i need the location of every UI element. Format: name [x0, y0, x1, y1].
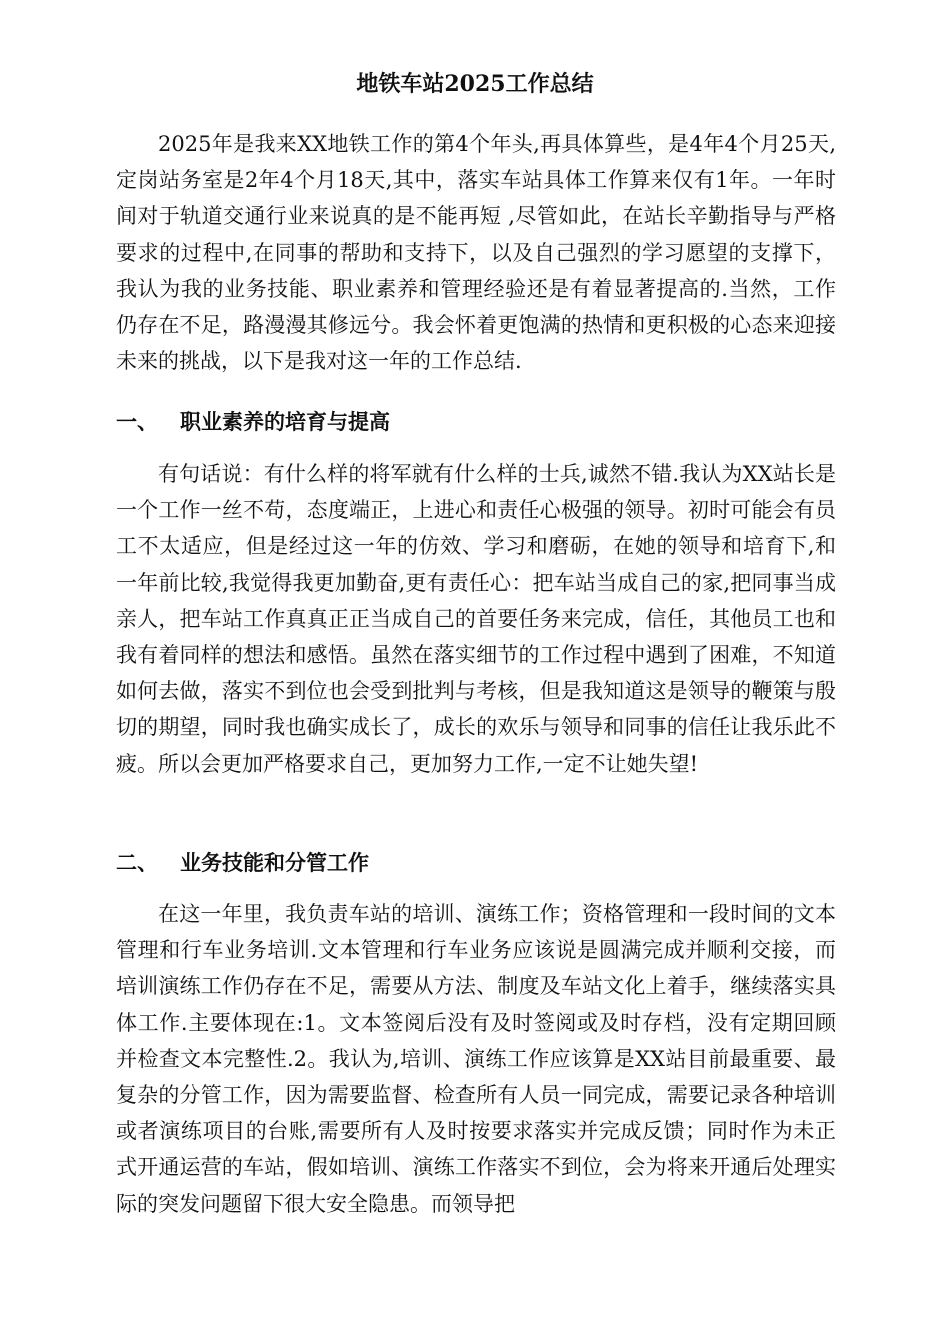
section-number-2: 二、 [116, 850, 158, 875]
section-heading-1 [116, 406, 836, 438]
section-number-1: 一、 [116, 409, 158, 434]
section-body-2: 在这一年里，我负责车站的培训、演练工作；资格管理和一段时间的文本管理和行车业务培训.文本管理和行车业务应该说是圆满完成并顺利交接，而培训演练工作仍存在不足，需要从方法、制度及车站文化上着手，继续落实具体工作.主要体现在:1。文本签阅后没有及时签阅或及时存档，没有定期回顾并检查文本完整性.2。我认为,培训、演练工作应该算是XX站目前最重要、最复杂的分管工作，因为需要监督、检查所有人员一同完成，需要记录各种培训或者演练项目的台账,需要所有人及时按要求落实并完成反馈；同时作为未正式开通运营的车站，假如培训、演练工作落实不到位，会为将来开通后处理实际的突发问题留下很大安全隐患。而领导把 [116, 902, 836, 1216]
document-title: 地铁车站2025工作总结 [356, 71, 594, 97]
section-title-1: 职业素养的培育与提高 [180, 409, 390, 434]
section-title-2: 业务技能和分管工作 [180, 850, 369, 875]
intro-paragraph: 2025年是我来XX地铁工作的第4个年头,再具体算些，是4年4个月25天,定岗站务室是2年4个月18天,其中，落实车站具体工作算来仅有1年。一年时间对于轨道交通行业来说真的是不能再短 ,尽管如此，在站长辛勤指导与严格要求的过程中,在同事的帮助和支持下，以及自己强烈的学习愿望的支撑下，我认为我的业务技能、职业素养和管理经验还是有着显著提高的.当然，工作仍存在不足，路漫漫其修远兮。我会怀着更饱满的热情和更积极的心态来迎接未来的挑战，以下是我对这一年的工作总结. [116, 132, 836, 374]
section-heading-2 [116, 847, 836, 879]
section-body-1: 有句话说：有什么样的将军就有什么样的士兵,诚然不错.我认为XX站长是一个工作一丝不苟，态度端正，上进心和责任心极强的领导。初时可能会有员工不太适应，但是经过这一年的仿效、学习和磨砺，在她的领导和培育下,和一年前比较,我觉得我更加勤奋,更有责任心：把车站当成自己的家,把同事当成亲人，把车站工作真真正正当成自己的首要任务来完成，信任，其他员工也和我有着同样的想法和感悟。虽然在落实细节的工作过程中遇到了困难，不知道如何去做，落实不到位也会受到批判与考核，但是我知道这是领导的鞭策与殷切的期望，同时我也确实成长了，成长的欢乐与领导和同事的信任让我乐此不疲。所以会更加严格要求自己，更加努力工作,一定不让她失望! [116, 462, 836, 776]
